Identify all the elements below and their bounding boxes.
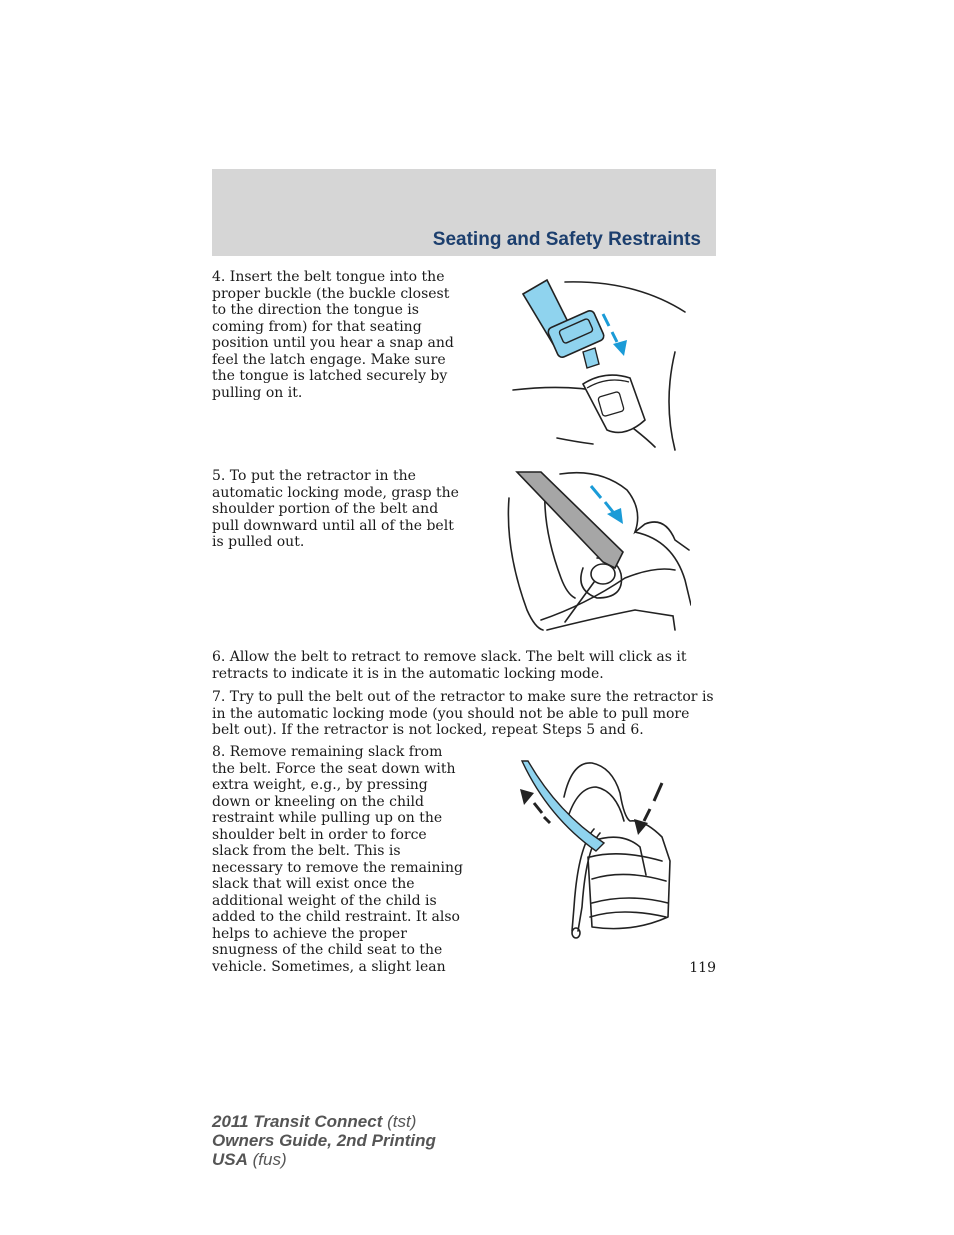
child-seat-illustration xyxy=(512,757,672,939)
retractor-illustration xyxy=(505,470,691,632)
document-footer xyxy=(212,1112,436,1169)
step-7-text: 7. Try to pull the belt out of the retractor to make sure the retractor is in the automatic locking mode (you should not be able to pull more belt out). If the retractor is not locked, repeat Steps 5 and 6. xyxy=(212,689,714,738)
step-4-text: 4. Insert the belt tongue into the proper buckle (the buckle closest to the direction the tongue is coming from) for that seating position until you hear a snap and feel the latch engage. Make sure the tongue is latched securely by pulling on it. xyxy=(212,269,454,401)
footer-model-code: (tst) xyxy=(387,1112,417,1131)
step-6-text: 6. Allow the belt to retract to remove slack. The belt will click as it retracts to indicate it is in the automatic locking mode. xyxy=(212,649,687,682)
page-number: 119 xyxy=(689,960,716,976)
footer-market-code: (fus) xyxy=(252,1150,287,1169)
footer-line-2 xyxy=(212,1131,436,1150)
footer-market: USA xyxy=(212,1150,248,1169)
section-header-band xyxy=(212,169,716,256)
section-title: Seating and Safety Restraints xyxy=(432,229,701,250)
buckle-illustration xyxy=(505,272,690,452)
step-8-text: 8. Remove remaining slack from the belt. Force the seat down with extra weight, e.g., by pressing down or kneeling on the child restraint while pulling up on the shoulder belt in order to force slack from the belt. This is necessary to remove the remaining slack that will exist once the additional weight of the child is added to the child restraint. It also helps to achieve the proper snugness of the child seat to the vehicle. Sometimes, a slight lean xyxy=(212,744,463,975)
footer-guide: Owners Guide, 2nd Printing xyxy=(212,1131,436,1150)
footer-model: 2011 Transit Connect xyxy=(212,1112,383,1131)
step-5-text: 5. To put the retractor in the automatic locking mode, grasp the shoulder portion of the belt and pull downward until all of the belt is pulled out. xyxy=(212,468,459,550)
footer-line-3 xyxy=(212,1150,436,1169)
footer-line-1 xyxy=(212,1112,436,1131)
